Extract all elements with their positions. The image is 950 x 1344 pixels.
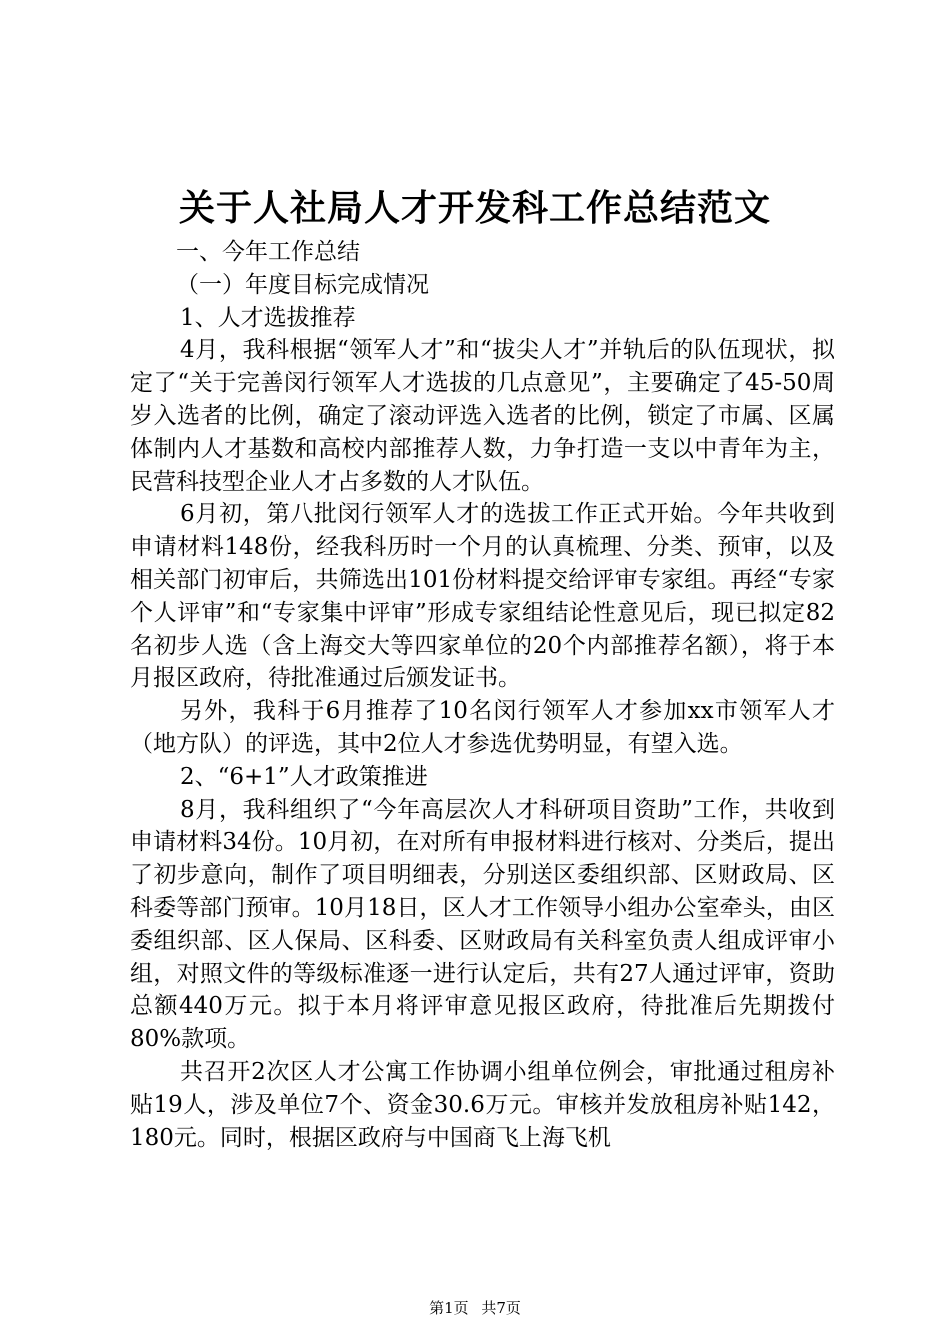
body-paragraph: 6月初，第八批闵行领军人才的选拔工作正式开始。今年共收到申请材料148份，经我科历时一个月的认真梳理、分类、预审，以及相关部门初审后，共筛选出101份材料提交给评审专家组。再经“专家个人评审”和“专家集中评审”形成专家组结论性意见后，现已拟定82名初步人选（含上海交大等四家单位的20个内部推荐名额），将于本月报区政府，待批准通过后颁发证书。 (130, 501, 835, 692)
page-number: 第1页 (429, 1299, 469, 1317)
subsection-heading: （一）年度目标完成情况 (176, 271, 429, 298)
document-title: 关于人社局人才开发科工作总结范文 (178, 188, 771, 229)
body-paragraph: 4月，我科根据“领军人才”和“拔尖人才”并轨后的队伍现状，拟定了“关于完善闵行领军人才选拔的几点意见”，主要确定了45-50周岁入选者的比例，确定了滚动评选入选者的比例，锁定了市属、区属体制内人才基数和高校内部推荐人数，力争打造一支以中青年为主，民营科技型企业人才占多数的人才队伍。 (130, 337, 835, 495)
page-footer (0, 1298, 950, 1318)
body-paragraph: 8月，我科组织了“今年高层次人才科研项目资助”工作，共收到申请材料34份。10月初，在对所有申报材料进行核对、分类后，提出了初步意向，制作了项目明细表，分别送区委组织部、区财政局、区科委等部门预审。10月18日，区人才工作领导小组办公室牵头，由区委组织部、区人保局、区科委、区财政局有关科室负责人组成评审小组，对照文件的等级标准逐一进行认定后，共有27人通过评审，资助总额440万元。拟于本月将评审意见报区政府，待批准后先期拨付80%款项。 (130, 796, 835, 1053)
body-paragraph: 共召开2次区人才公寓工作协调小组单位例会，审批通过租房补贴19人，涉及单位7个、资金30.6万元。审核并发放租房补贴142，180元。同时，根据区政府与中国商飞上海飞机 (130, 1058, 835, 1151)
document-body (130, 236, 835, 1154)
section-heading: 一、今年工作总结 (176, 239, 360, 265)
body-paragraph: 另外，我科于6月推荐了10名闵行领军人才参加xx市领军人才（地方队）的评选，其中2位人才参选优势明显，有望入选。 (130, 698, 835, 757)
item-heading: 2、“6+1”人才政策推进 (180, 763, 428, 790)
page-total: 共7页 (481, 1299, 521, 1317)
item-heading: 1、人才选拔推荐 (180, 304, 356, 331)
